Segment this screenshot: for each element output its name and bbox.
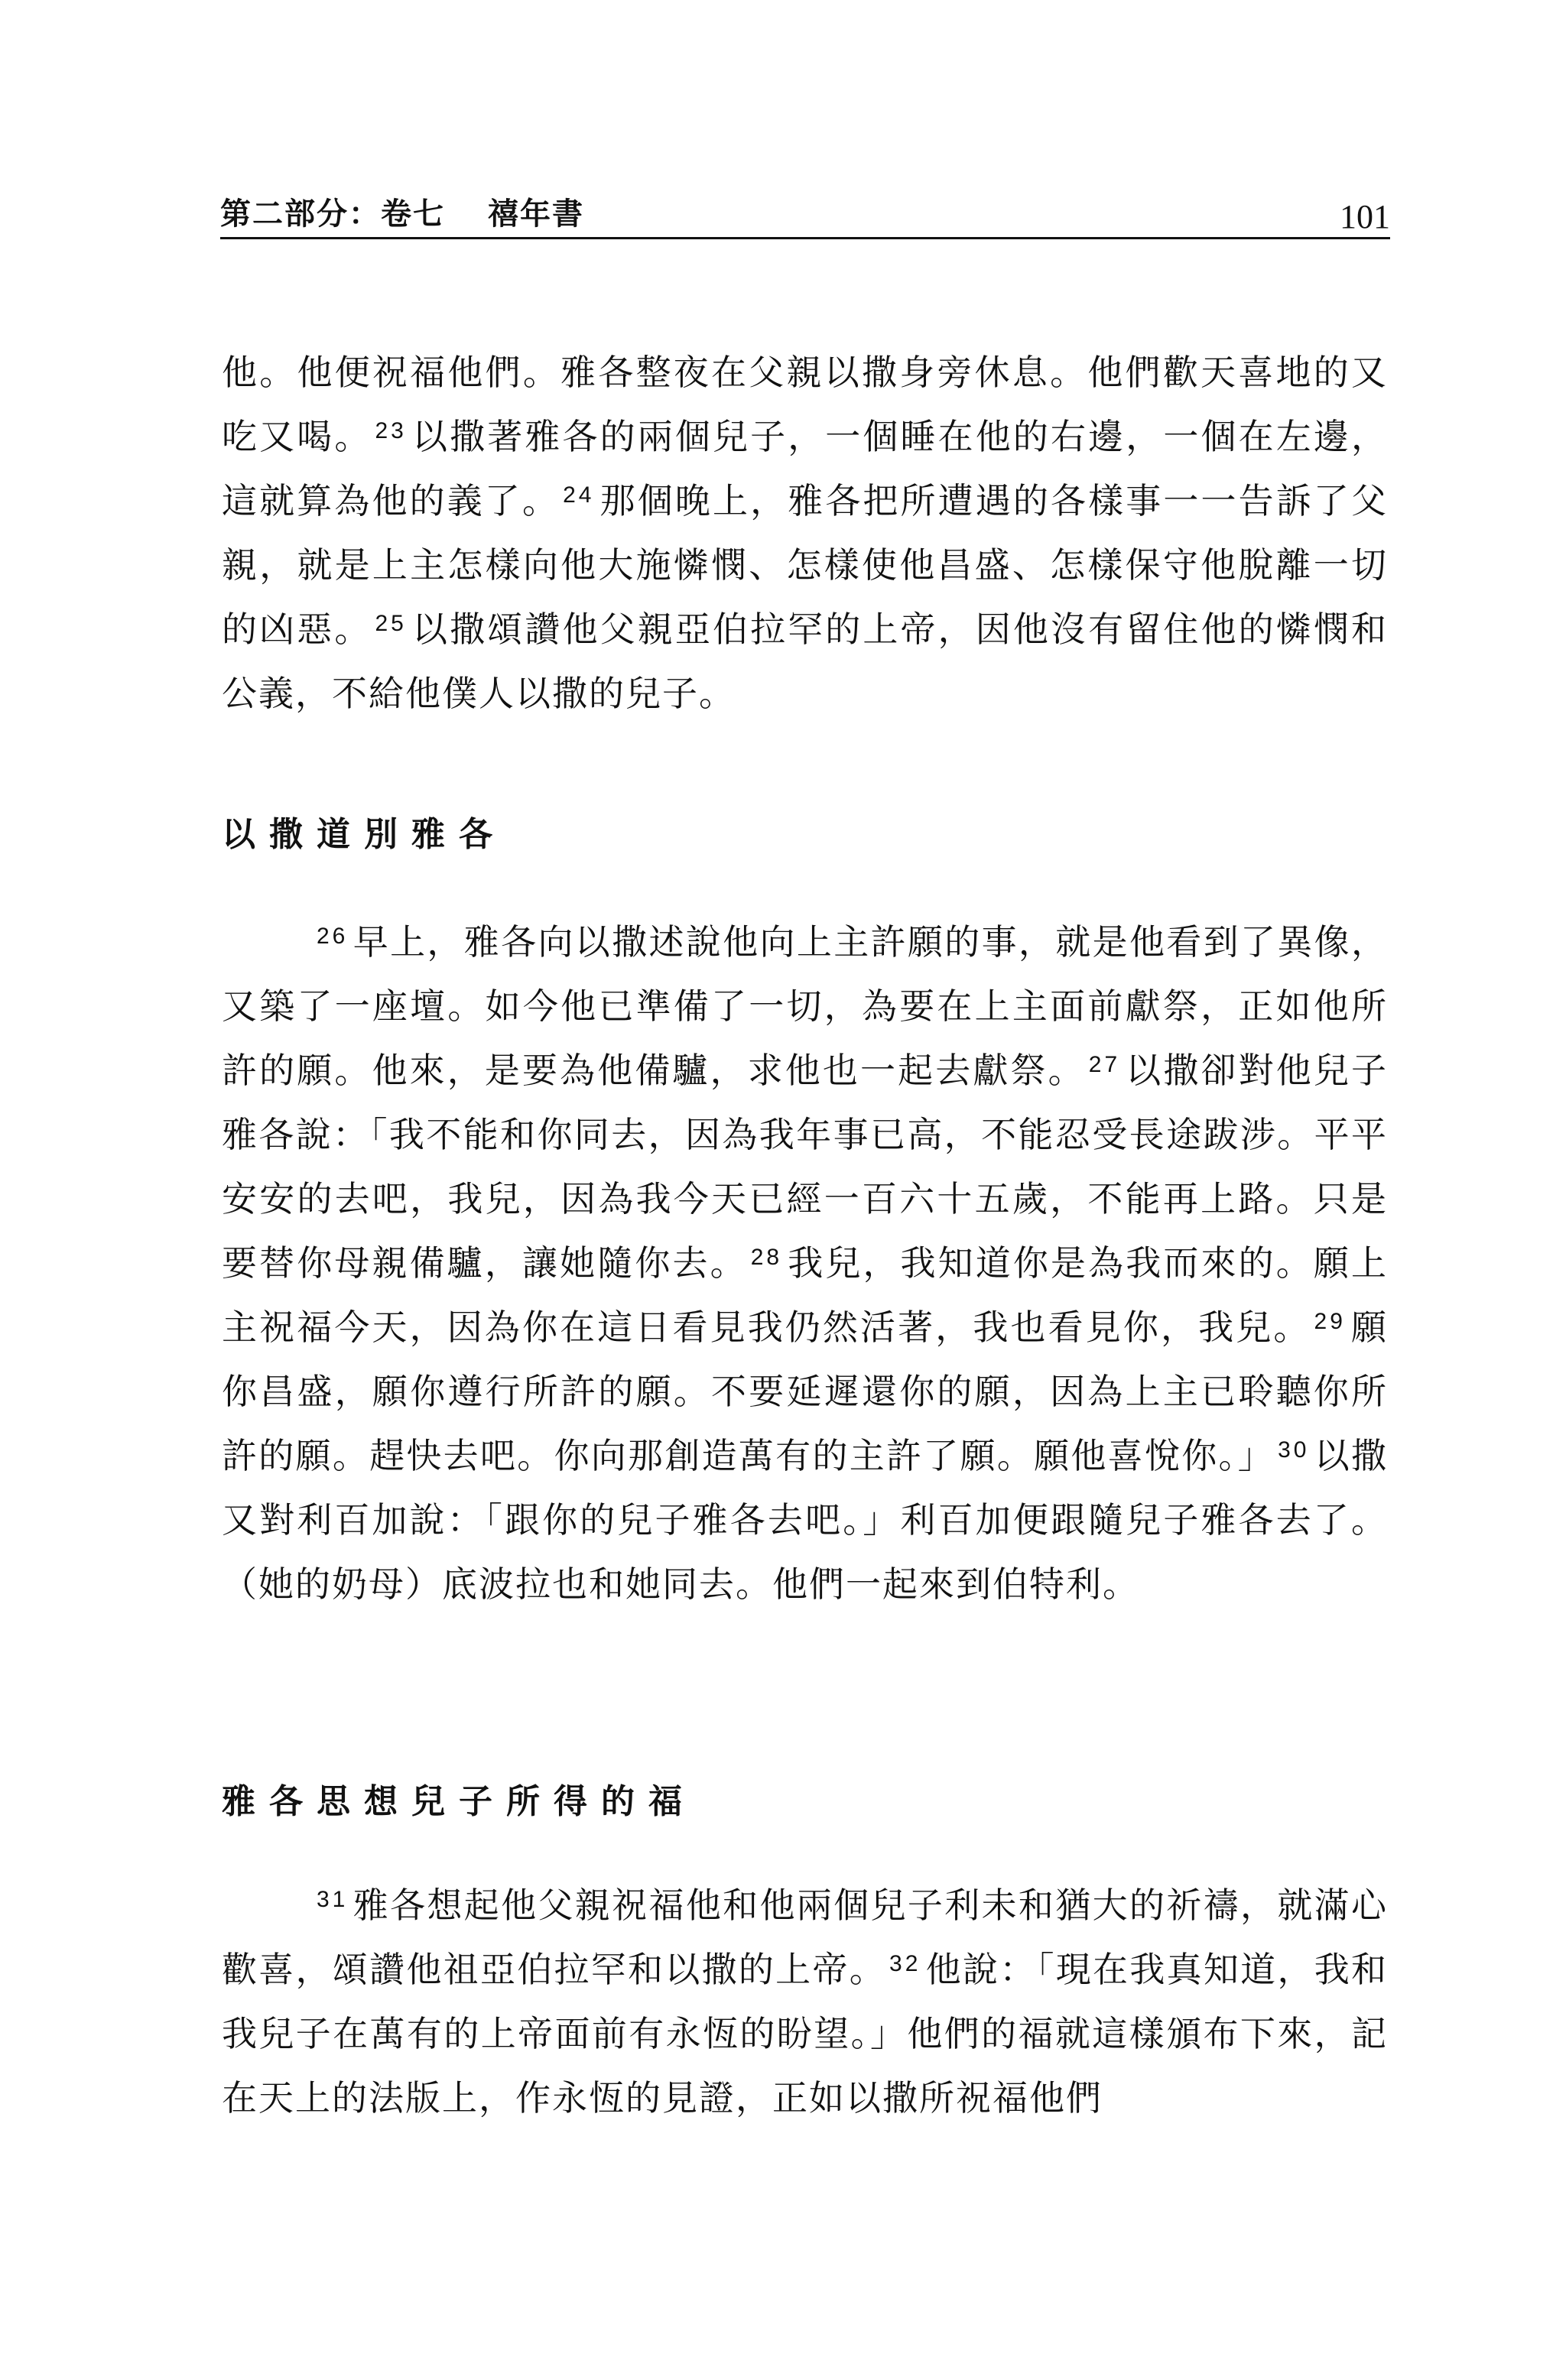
section-heading-1: 以撒道別雅各 [222, 815, 506, 854]
p3-text-2: 他說：「現在我真知道，我和我兒子在萬有的上帝面前有永恆的盼望。」他們的福就這樣頒布下來，記在天上的法版上，作永恆的見證，正如以撒所祝福他們 [222, 1949, 1389, 2119]
p2-text-2: 以撒卻對他兒子雅各說：「我不能和你同去，因為我年事已高，不能忍受長途跋涉。平平安安的去吧，我兒，因為我今天已經一百六十五歲，不能再上路。只是要替你母親備驢，讓她隨你去。 [222, 1050, 1389, 1284]
running-header [220, 187, 1390, 240]
verse-number-24: 24 [563, 482, 595, 508]
verse-number-32: 32 [889, 1951, 921, 1976]
paragraph-3 [222, 1873, 1388, 2130]
verse-number-26: 26 [317, 924, 349, 949]
verse-number-27: 27 [1088, 1052, 1121, 1077]
p1-text-2: 以撒著雅各的兩個兒子，一個睡在他的右邊，一個在左邊，這就算為他的義了。 [222, 416, 1389, 521]
paragraph-2 [222, 910, 1388, 1616]
header-part: 第二部分：卷七 [220, 196, 445, 232]
p1-text-4: 以撒頌讚他父親亞伯拉罕的上帝，因他沒有留住他的憐憫和公義，不給他僕人以撒的兒子。 [222, 609, 1389, 714]
p2-text-1: 早上，雅各向以撒述說他向上主許願的事，就是他看到了異像，又築了一座壇。如今他已準備了一切，為要在上主面前獻祭，正如他所許的願。他來，是要為他備驢，求他也一起去獻祭。 [222, 921, 1388, 1091]
p1-text-1: 他。他便祝福他們。雅各整夜在父親以撒身旁休息。他們歡天喜地的又吃又喝。 [222, 352, 1388, 457]
header-rule [220, 237, 1390, 239]
verse-number-31: 31 [317, 1887, 349, 1912]
p2-text-5: 以撒又對利百加說：「跟你的兒子雅各去吧。」利百加便跟隨兒子雅各去了。（她的奶母）底波拉也和她同去。他們一起來到伯特利。 [222, 1435, 1389, 1605]
verse-number-29: 29 [1314, 1309, 1346, 1334]
verse-number-23: 23 [375, 418, 407, 443]
verse-number-25: 25 [375, 611, 407, 636]
header-book: 禧年書 [488, 196, 584, 232]
verse-number-28: 28 [750, 1245, 783, 1270]
paragraph-1 [222, 340, 1388, 726]
header-section-title [220, 190, 584, 233]
page-number: 101 [1340, 198, 1390, 235]
verse-number-30: 30 [1278, 1437, 1310, 1463]
p1-text-3: 那個晚上，雅各把所遭遇的各樣事一一告訴了父親，就是上主怎樣向他大施憐憫、怎樣使他昌盛、怎樣保守他脫離一切的凶惡。 [222, 480, 1389, 650]
p2-text-3: 我兒，我知道你是為我而來的。願上主祝福今天，因為你在這日看見我仍然活著，我也看見你，我兒。 [222, 1242, 1389, 1348]
p3-text-1: 雅各想起他父親祝福他和他兩個兒子利未和猶大的祈禱，就滿心歡喜，頌讚他祖亞伯拉罕和以撒的上帝。 [222, 1885, 1388, 1990]
p2-text-4: 願你昌盛，願你遵行所許的願。不要延遲還你的願，因為上主已聆聽你所許的願。趕快去吧。你向那創造萬有的主許了願。願他喜悅你。」 [222, 1307, 1389, 1476]
section-heading-2: 雅各思想兒子所得的福 [222, 1782, 696, 1821]
